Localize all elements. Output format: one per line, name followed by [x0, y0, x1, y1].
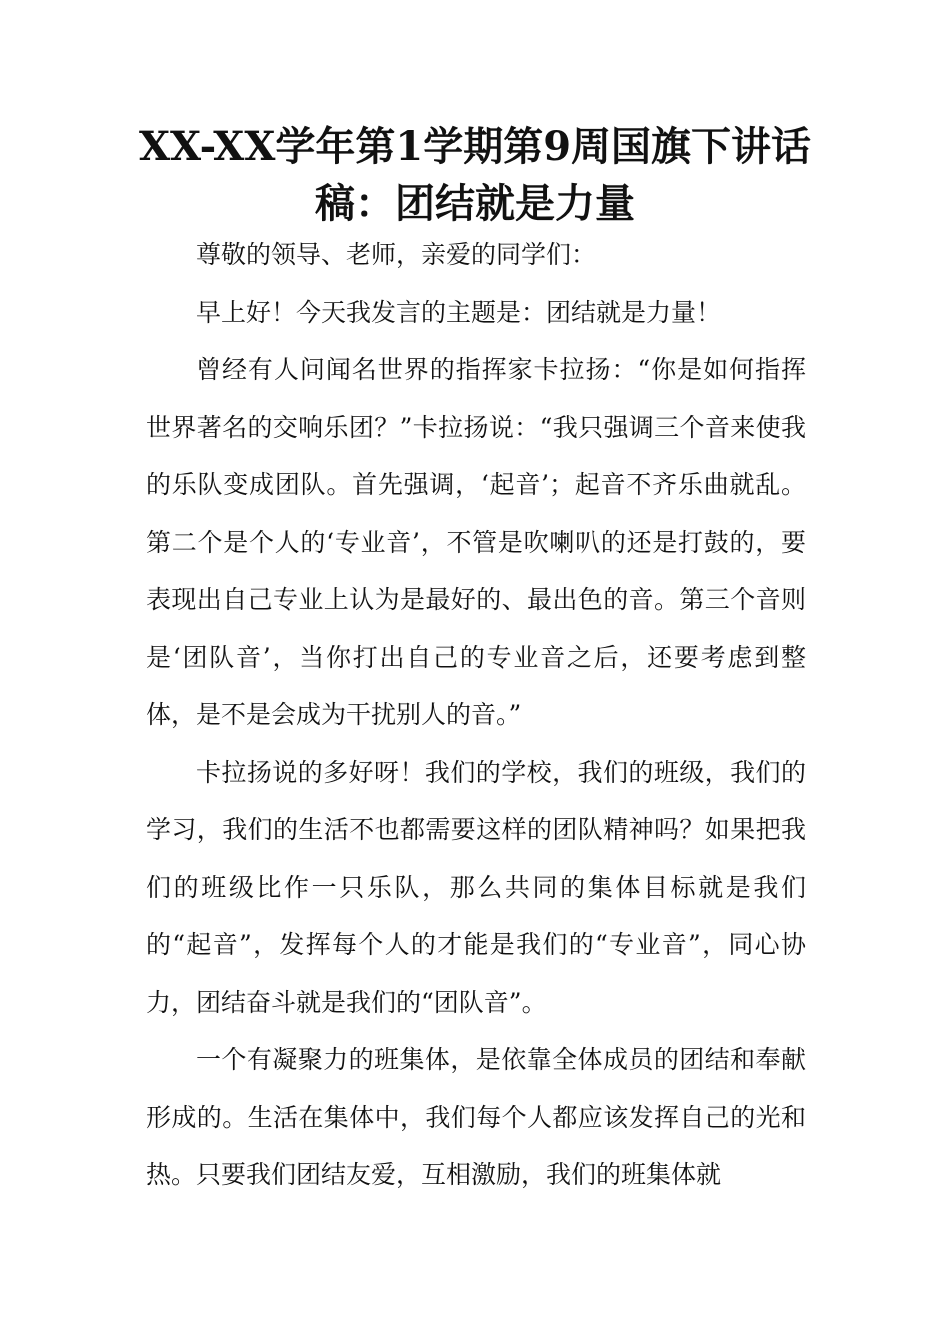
speech-body — [146, 226, 806, 1204]
paragraph-topic: 早上好！今天我发言的主题是：团结就是力量！ — [196, 297, 722, 327]
paragraph-class-cohesion: 一个有凝聚力的班集体，是依靠全体成员的团结和奉献形成的。生活在集体中，我们每个人都应该发挥自己的光和热。只要我们团结友爱，互相激励，我们的班集体就 — [146, 1045, 806, 1189]
paragraph-greeting: 尊敬的领导、老师，亲爱的同学们： — [196, 240, 597, 269]
paragraph-team-spirit: 卡拉扬说的多好呀！我们的学校，我们的班级，我们的学习，我们的生活不也都需要这样的团队精神吗？如果把我们的班级比作一只乐队，那么共同的集体目标就是我们的“起音”，发挥每个人的才能是我们的“专业音”，同心协力，团结奋斗就是我们的“团队音”。 — [146, 757, 806, 1017]
paragraph-karajan-story: 曾经有人问闻名世界的指挥家卡拉扬：“你是如何指挥世界著名的交响乐团？”卡拉扬说：“我只强调三个音来使我的乐队变成团队。首先强调，‘起音’；起音不齐乐曲就乱。第二个是个人的‘专业音’，不管是吹喇叭的还是打鼓的，要表现出自己专业上认为是最好的、最出色的音。第三个音则是‘团队音’，当你打出自己的专业音之后，还要考虑到整体，是不是会成为干扰别人的音。” — [146, 355, 806, 729]
page-title: XX-XX学年第1学期第9周国旗下讲话稿：团结就是力量 — [138, 123, 812, 227]
